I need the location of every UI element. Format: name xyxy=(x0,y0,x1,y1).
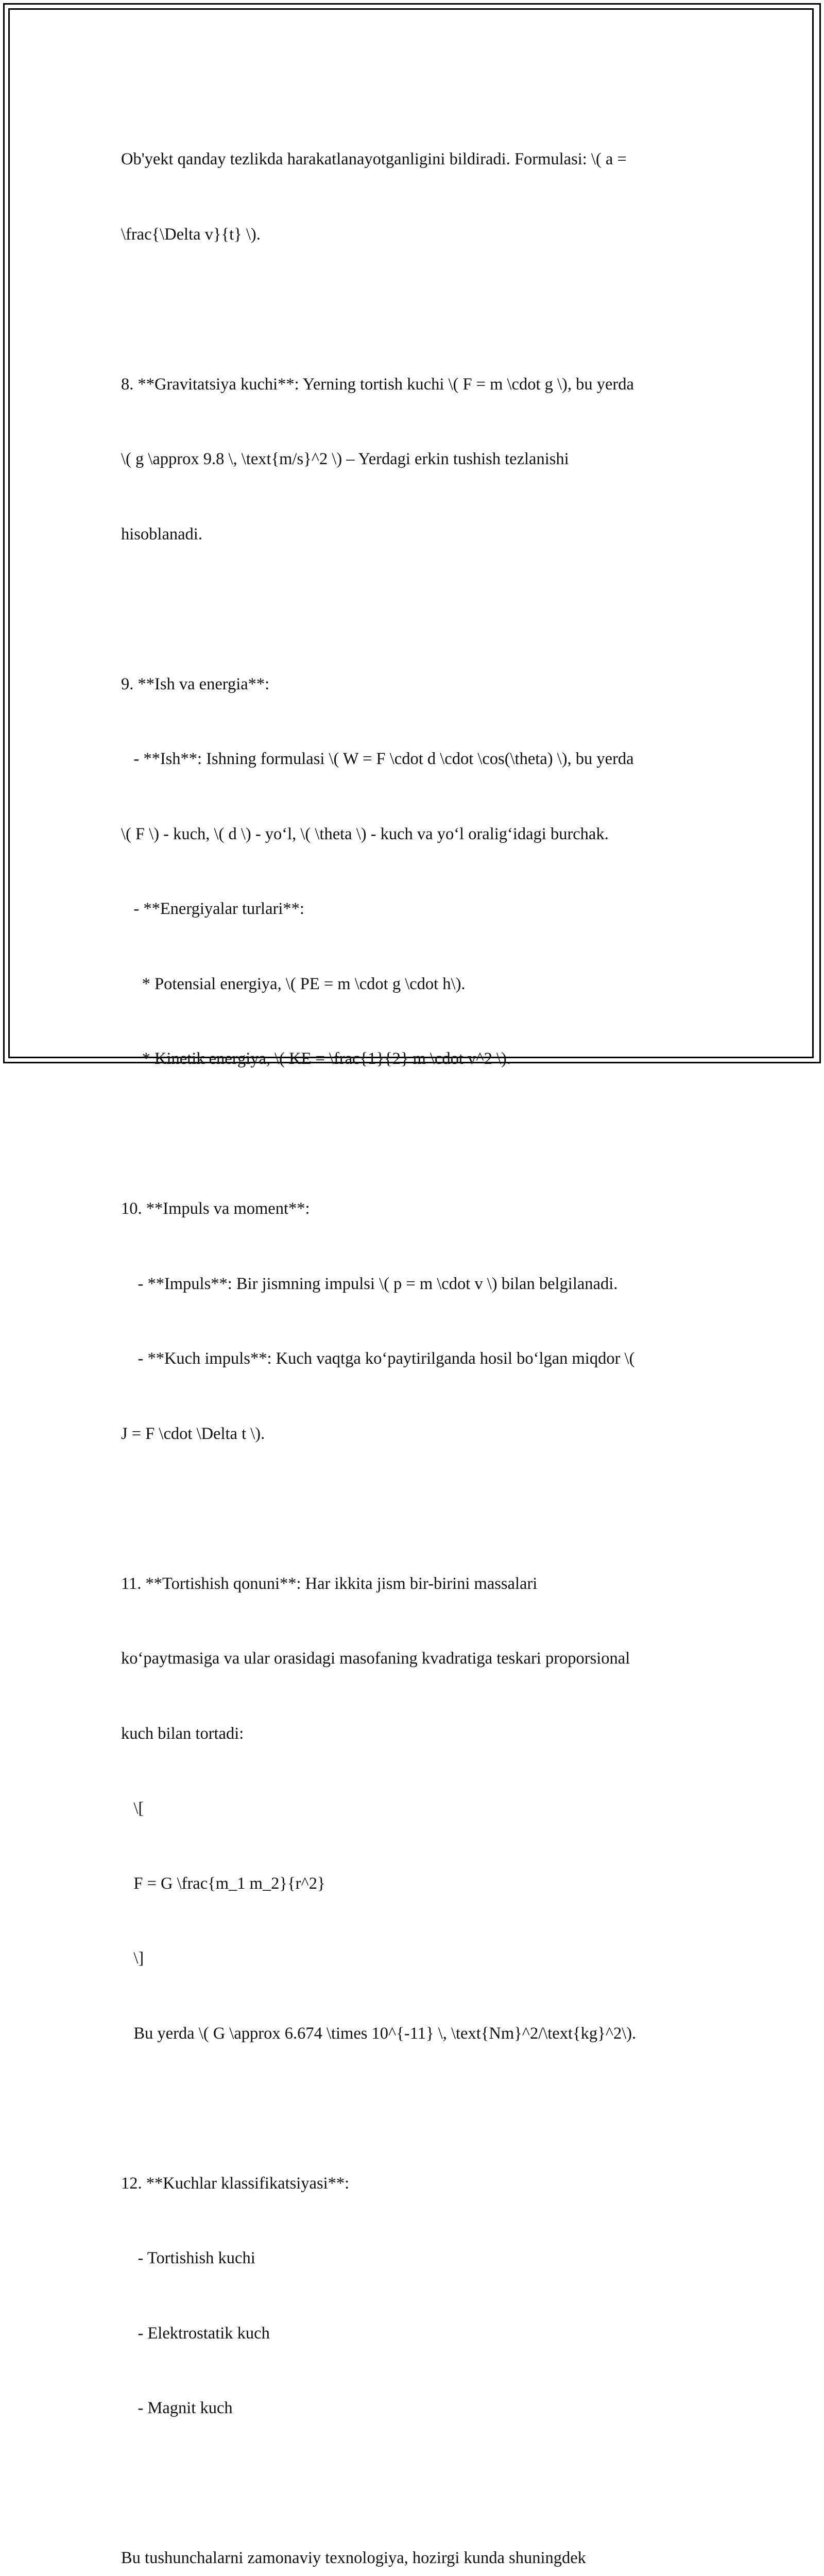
document-body xyxy=(121,97,718,2576)
text-line: kuch bilan tortadi: xyxy=(121,1724,244,1743)
blank-line xyxy=(121,1122,718,1147)
text-line: 10. **Impuls va moment**: xyxy=(121,1199,310,1218)
text-line: * Potensial energiya, \( PE = m \cdot g \cdot h\). xyxy=(121,974,466,993)
text-line: J = F \cdot \Delta t \). xyxy=(121,1424,265,1443)
text-line: * Kinetik energiya, \( KE = \frac{1}{2} m \cdot v^2 \). xyxy=(121,1049,511,1068)
text-line: \[ xyxy=(121,1799,144,1818)
text-line: - Magnit kuch xyxy=(121,2399,233,2417)
text-line: 11. **Tortishish qonuni**: Har ikkita jism bir-birini massalari xyxy=(121,1574,538,1593)
text-line: F = G \frac{m_1 m_2}{r^2} xyxy=(121,1874,325,1893)
blank-line xyxy=(121,2471,718,2496)
text-line: - **Energiyalar turlari**: xyxy=(121,900,304,918)
blank-line xyxy=(121,297,718,322)
text-line: 9. **Ish va energia**: xyxy=(121,674,270,693)
text-line: - **Ish**: Ishning formulasi \( W = F \cdot d \cdot \cos(\theta) \), bu yerda xyxy=(121,750,634,768)
text-line: - **Kuch impuls**: Kuch vaqtga ko‘paytirilganda hosil bo‘lgan miqdor \( xyxy=(121,1349,635,1368)
blank-line xyxy=(121,2096,718,2121)
text-line: Bu yerda \( G \approx 6.674 \times 10^{-11} \, \text{Nm}^2/\text{kg}^2\). xyxy=(121,2024,637,2043)
text-line: - Tortishish kuchi xyxy=(121,2249,255,2267)
text-line: - **Impuls**: Bir jismning impulsi \( p = m \cdot v \) bilan belgilanadi. xyxy=(121,1274,618,1293)
blank-line xyxy=(121,597,718,622)
text-line: Bu tushunchalarni zamonaviy texnologiya, hozirgi kunda shuningdek xyxy=(121,2549,586,2567)
text-line: - Elektrostatik kuch xyxy=(121,2324,270,2343)
text-line: ko‘paytmasiga va ular orasidagi masofaning kvadratiga teskari proporsional xyxy=(121,1649,630,1668)
text-line: \( g \approx 9.8 \, \text{m/s}^2 \) – Yerdagi erkin tushish tezlanishi xyxy=(121,450,569,468)
text-line: 12. **Kuchlar klassifikatsiyasi**: xyxy=(121,2174,350,2193)
text-line: hisoblanadi. xyxy=(121,524,202,544)
text-line: \( F \) - kuch, \( d \) - yo‘l, \( \theta \) - kuch va yo‘l oralig‘idagi burchak. xyxy=(121,824,609,843)
blank-line xyxy=(121,1496,718,1521)
text-line: Ob'yekt qanday tezlikda harakatlanayotganligini bildiradi. Formulasi: \( a = xyxy=(121,150,627,168)
text-line: \frac{\Delta v}{t} \). xyxy=(121,225,261,244)
text-line: \] xyxy=(121,1949,144,1968)
text-line: 8. **Gravitatsiya kuchi**: Yerning tortish kuchi \( F = m \cdot g \), bu yerda xyxy=(121,375,634,394)
